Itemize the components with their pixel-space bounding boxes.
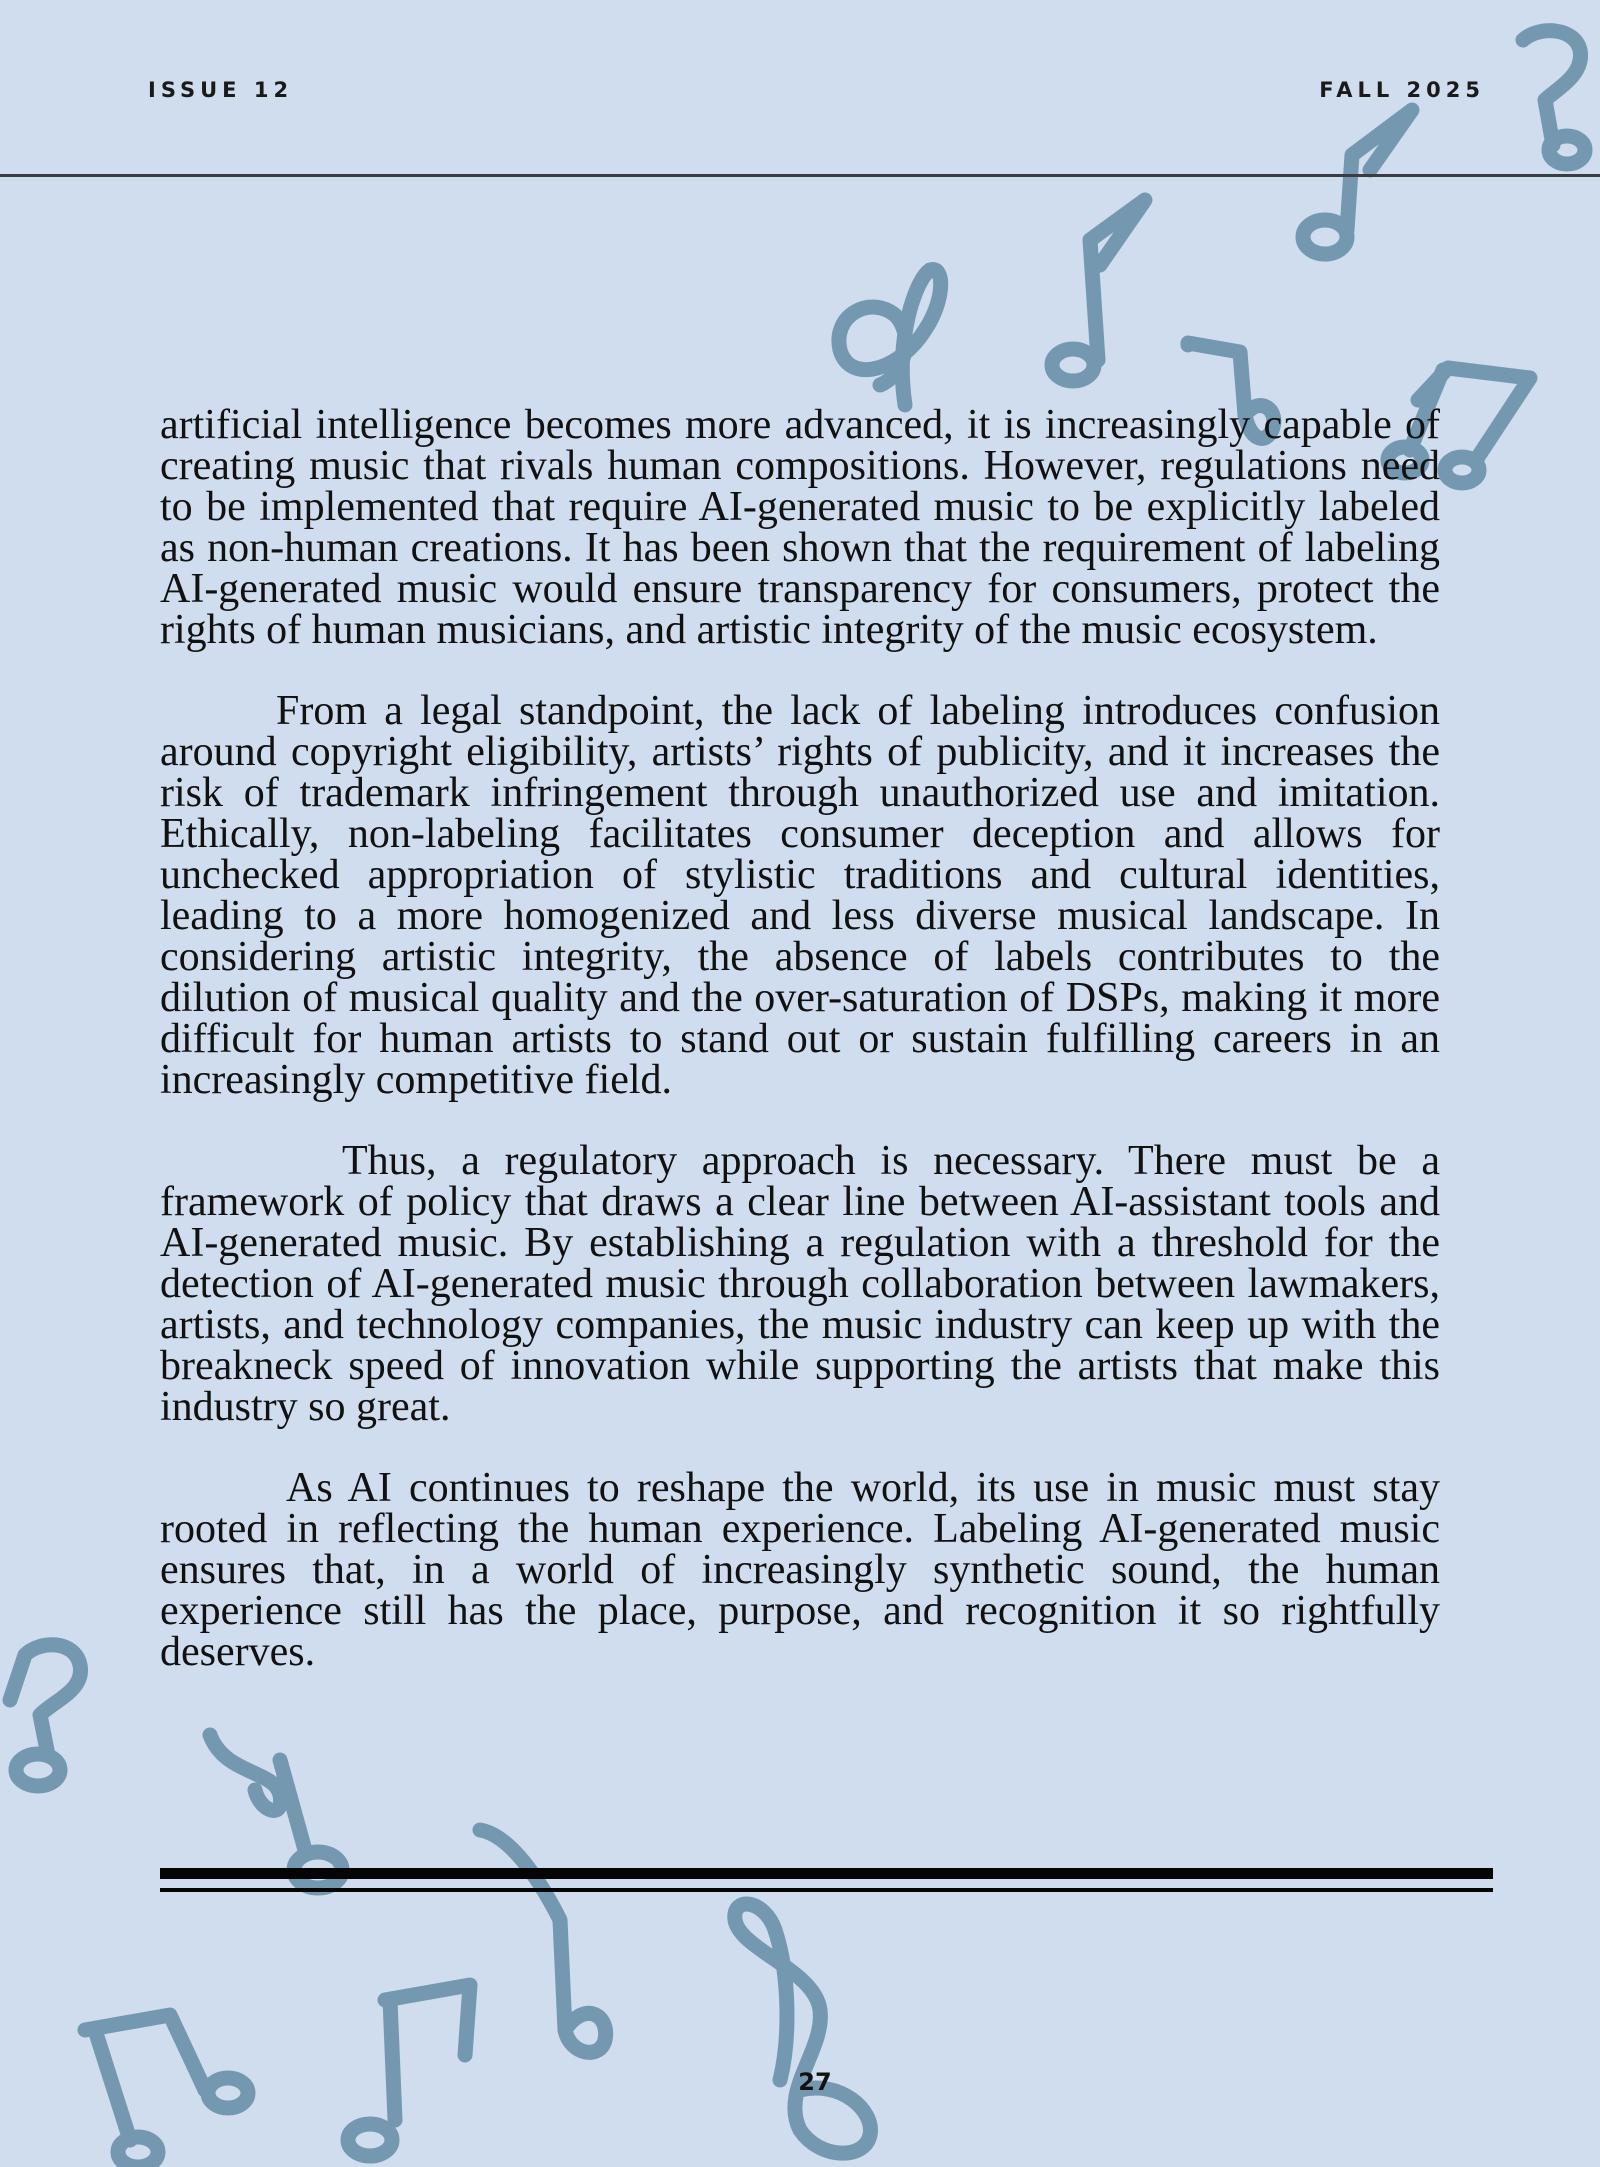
beamed-notes-icon bbox=[85, 2015, 248, 2167]
music-note-icon bbox=[210, 1735, 342, 1888]
article-body bbox=[160, 402, 1440, 1713]
issue-label: ISSUE 12 bbox=[148, 78, 294, 102]
music-note-icon bbox=[1523, 31, 1585, 164]
paragraph: As AI continues to reshape the world, its use in music must stay rooted in reflecting the human experience. Labeling AI-generated music ensures that, in a world of increasingly synthetic sound, the human experience still has the place, purpose, and recognition it so rightfully deserves. bbox=[160, 1465, 1440, 1675]
footer-divider-thin bbox=[160, 1888, 1493, 1892]
music-note-icon bbox=[348, 1985, 470, 2156]
page-number: 27 bbox=[798, 2068, 832, 2096]
paragraph: artificial intelligence becomes more advanced, it is increasingly capable of creating music that rivals human compositions. However, regulations need to be implemented that require AI-generated music to be explicitly labeled as non-human creations. It has been shown that the requirement of labeling AI-generated music would ensure transparency for consumers, protect the rights of human musicians, and artistic integrity of the music ecosystem. bbox=[160, 402, 1440, 653]
music-note-icon bbox=[1052, 200, 1145, 381]
treble-clef-icon bbox=[735, 1904, 871, 2153]
treble-clef-icon bbox=[839, 270, 941, 405]
music-note-icon bbox=[10, 1645, 81, 1786]
footer-divider-thick bbox=[160, 1868, 1493, 1879]
music-note-icon bbox=[480, 1830, 606, 2052]
music-note-icon bbox=[1303, 110, 1412, 254]
paragraph: From a legal standpoint, the lack of labeling introduces confusion around copyright eligibility, artists’ rights of publicity, and it increases the risk of trademark infringement through unauthorized use and imitation. Ethically, non-labeling facilitates consumer deception and allows for unchecked appropriation of stylistic traditions and cultural identities, leading to a more homogenized and less diverse musical landscape. In considering artistic integrity, the absence of labels contributes to the dilution of musical quality and the over-saturation of DSPs, making it more difficult for human artists to stand out or sustain fulfilling careers in an increasingly competitive field. bbox=[160, 688, 1440, 1103]
header-divider bbox=[0, 174, 1600, 177]
paragraph: Thus, a regulatory approach is necessary. There must be a framework of policy that draws a clear line between AI-assistant tools and AI-generated music. By establishing a regulation with a threshold for the detection of AI-generated music through collaboration between lawmakers, artists, and technology companies, the music industry can keep up with the breakneck speed of innovation while supporting the artists that make this industry so great. bbox=[160, 1138, 1440, 1430]
season-label: FALL 2025 bbox=[1319, 78, 1485, 102]
